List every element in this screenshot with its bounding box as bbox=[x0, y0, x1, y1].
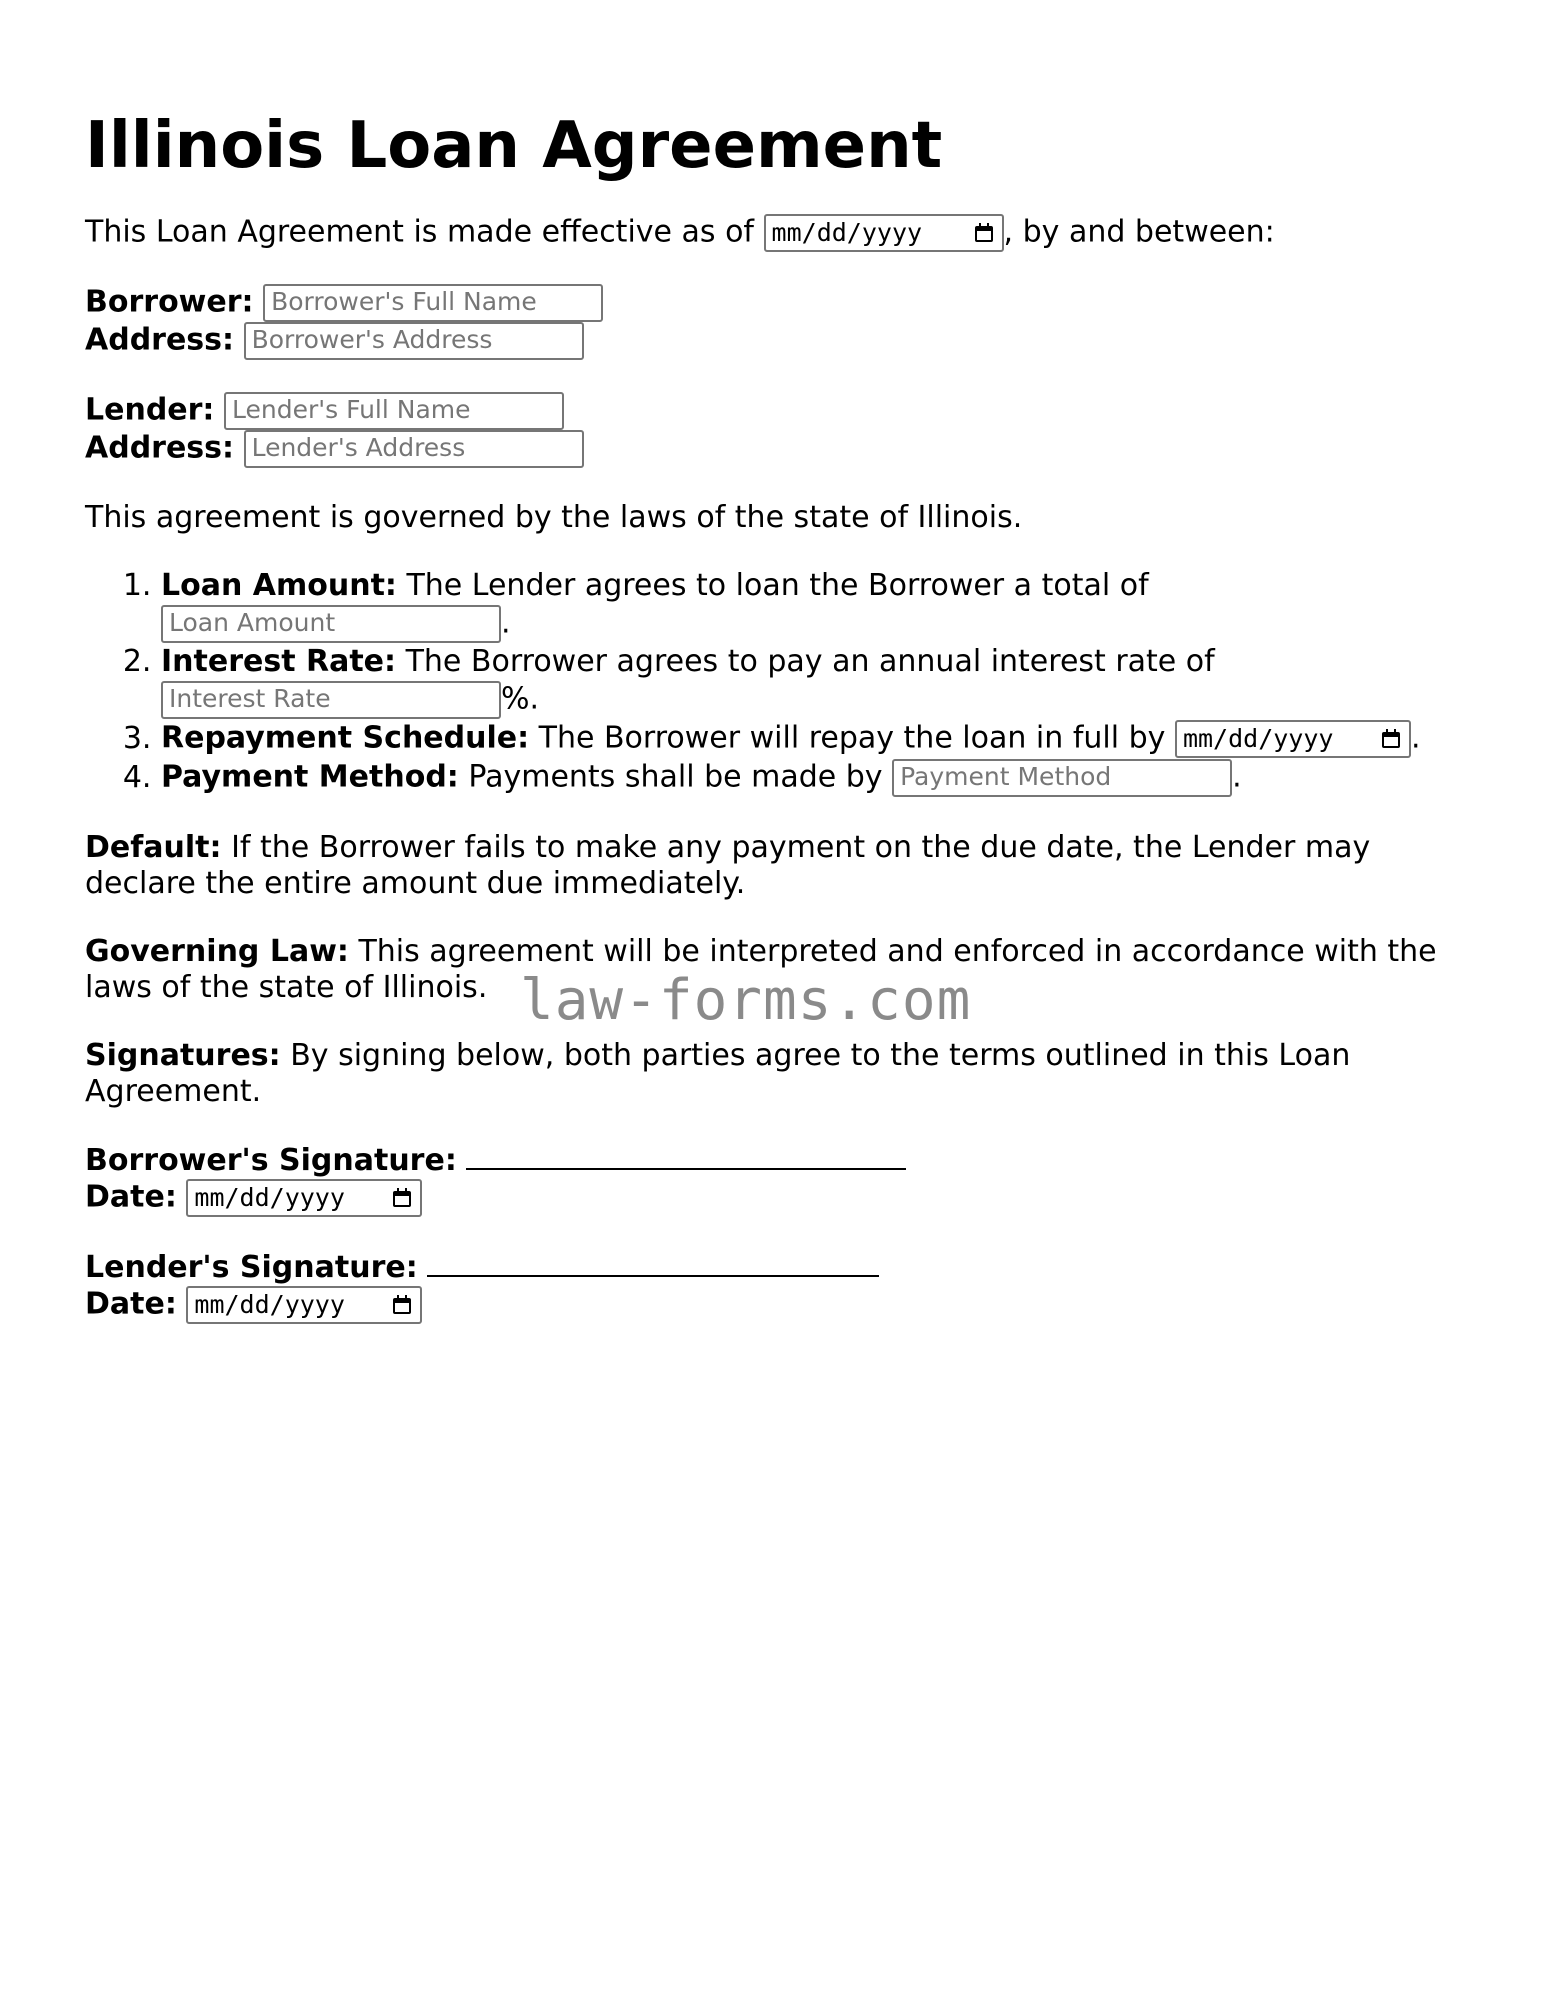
borrower-block bbox=[85, 284, 1485, 360]
lender-date-placeholder: mm/dd/yyyy bbox=[194, 1290, 345, 1319]
default-label: Default: bbox=[85, 830, 222, 865]
watermark: law-forms.com bbox=[520, 968, 972, 1033]
borrower-address-input[interactable] bbox=[244, 322, 584, 360]
repayment-date-placeholder: mm/dd/yyyy bbox=[1182, 724, 1334, 753]
term-loan-amount bbox=[161, 568, 1485, 644]
effective-date-placeholder: mm/dd/yyyy bbox=[771, 218, 923, 247]
lender-signature-block bbox=[85, 1249, 1485, 1324]
term-label: Payment Method: bbox=[161, 759, 459, 795]
payment-method-placeholder: Payment Method bbox=[900, 762, 1112, 791]
borrower-name-row bbox=[85, 284, 1485, 322]
interest-rate-placeholder: Interest Rate bbox=[169, 684, 331, 713]
borrower-signature-row bbox=[85, 1142, 1485, 1179]
term-label: Loan Amount: bbox=[161, 568, 397, 603]
term-text: The Borrower will repay the loan in full by bbox=[529, 720, 1166, 756]
term-text: The Borrower agrees to pay an annual interest rate of bbox=[396, 644, 1215, 679]
signatures-text: By signing below, both parties agree to the terms outlined in this Loan Agreement. bbox=[85, 1038, 1351, 1109]
intro-paragraph bbox=[85, 214, 1485, 252]
lender-address-input[interactable] bbox=[244, 430, 584, 468]
borrower-date-input[interactable] bbox=[186, 1179, 422, 1217]
lender-address-label: Address: bbox=[85, 430, 235, 466]
lender-date-row bbox=[85, 1286, 1485, 1324]
repayment-date-input[interactable] bbox=[1175, 720, 1411, 758]
calendar-icon[interactable] bbox=[392, 1295, 412, 1315]
payment-method-input[interactable] bbox=[892, 759, 1232, 797]
borrower-signature-label: Borrower's Signature: bbox=[85, 1143, 457, 1178]
lender-name-label: Lender: bbox=[85, 392, 215, 428]
interest-rate-input[interactable] bbox=[161, 681, 501, 719]
term-interest-rate bbox=[161, 644, 1485, 720]
intro-prefix: This Loan Agreement is made effective as of bbox=[85, 214, 754, 250]
borrower-address-label: Address: bbox=[85, 322, 235, 358]
borrower-signature-block bbox=[85, 1142, 1485, 1217]
lender-date-label: Date: bbox=[85, 1286, 177, 1322]
governed-statement: This agreement is governed by the laws of the state of Illinois. bbox=[85, 500, 1023, 535]
effective-date-input[interactable] bbox=[764, 214, 1004, 252]
loan-amount-placeholder: Loan Amount bbox=[169, 608, 336, 637]
loan-amount-input[interactable] bbox=[161, 605, 501, 643]
borrower-name-placeholder: Borrower's Full Name bbox=[271, 287, 537, 316]
term-suffix: . bbox=[1410, 720, 1421, 756]
borrower-date-row bbox=[85, 1179, 1485, 1217]
calendar-icon[interactable] bbox=[1381, 729, 1401, 749]
default-text: If the Borrower fails to make any payment on the due date, the Lender may declare the entire amount due immediately. bbox=[85, 830, 1371, 901]
document-page bbox=[85, 0, 1485, 1324]
lender-name-row bbox=[85, 392, 1485, 430]
lender-address-row bbox=[85, 430, 1485, 468]
lender-signature-label: Lender's Signature: bbox=[85, 1250, 418, 1285]
term-label: Repayment Schedule: bbox=[161, 720, 530, 756]
term-suffix: . bbox=[1232, 759, 1242, 795]
term-label: Interest Rate: bbox=[161, 644, 397, 679]
borrower-name-input[interactable] bbox=[263, 284, 603, 322]
borrower-name-label: Borrower: bbox=[85, 284, 254, 320]
borrower-date-placeholder: mm/dd/yyyy bbox=[194, 1183, 345, 1212]
borrower-date-label: Date: bbox=[85, 1179, 177, 1215]
lender-date-input[interactable] bbox=[186, 1286, 422, 1324]
lender-address-placeholder: Lender's Address bbox=[251, 433, 466, 462]
calendar-icon[interactable] bbox=[392, 1188, 412, 1208]
term-suffix: . bbox=[501, 605, 511, 641]
governing-law-text: This agreement will be interpreted and enforced in accordance with the laws of the state of Illinois. bbox=[85, 934, 1437, 1005]
lender-name-input[interactable] bbox=[224, 392, 564, 430]
calendar-icon[interactable] bbox=[974, 223, 994, 243]
page-title: Illinois Loan Agreement bbox=[85, 109, 943, 183]
borrower-address-placeholder: Borrower's Address bbox=[251, 325, 493, 354]
lender-signature-line[interactable] bbox=[427, 1249, 879, 1277]
term-text: Payments shall be made by bbox=[458, 759, 883, 795]
terms-list bbox=[85, 568, 1485, 798]
default-clause bbox=[85, 830, 1485, 902]
lender-signature-row bbox=[85, 1249, 1485, 1286]
signatures-clause bbox=[85, 1038, 1485, 1110]
signatures-label: Signatures: bbox=[85, 1038, 281, 1073]
term-payment-method bbox=[161, 758, 1485, 798]
lender-block bbox=[85, 392, 1485, 468]
term-repayment-schedule bbox=[161, 720, 1485, 758]
term-text: The Lender agrees to loan the Borrower a total of bbox=[396, 568, 1149, 603]
borrower-signature-line[interactable] bbox=[466, 1142, 906, 1170]
borrower-address-row bbox=[85, 322, 1485, 360]
governing-law-label: Governing Law: bbox=[85, 934, 349, 969]
lender-name-placeholder: Lender's Full Name bbox=[231, 395, 471, 424]
term-suffix: %. bbox=[501, 681, 540, 717]
intro-suffix: , by and between: bbox=[1003, 214, 1275, 250]
